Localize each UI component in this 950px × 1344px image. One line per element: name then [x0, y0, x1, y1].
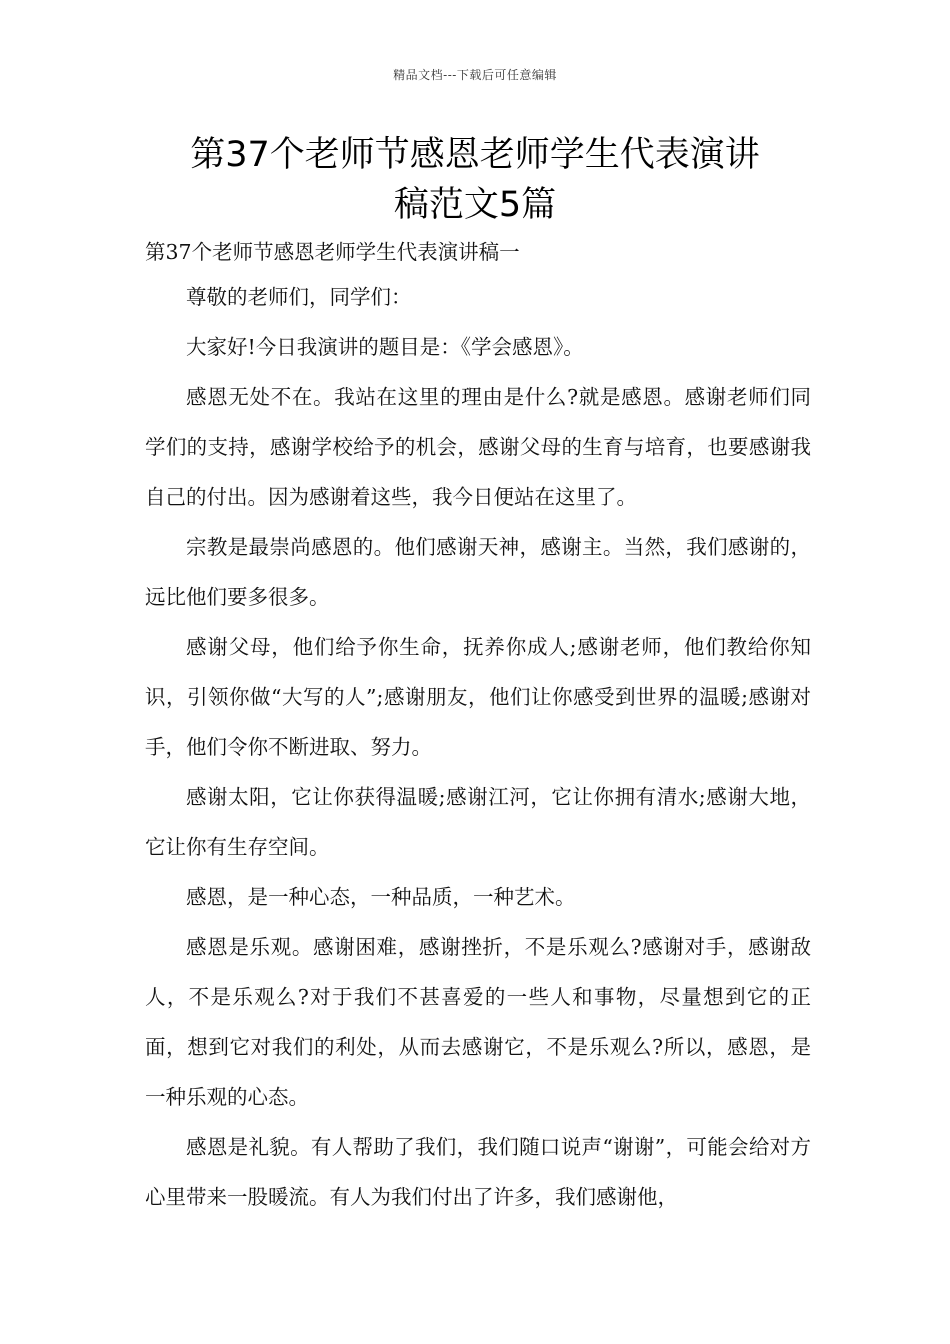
title-line-2: 稿范文5篇 — [393, 185, 557, 225]
paragraph: 感恩是礼貌。有人帮助了我们，我们随口说声“谢谢”，可能会给对方心里带来一股暖流。有人为我们付出了许多，我们感谢他， — [145, 1135, 811, 1209]
page-header: 精品文档---下载后可任意编辑 — [393, 68, 557, 82]
paragraph: 感恩是乐观。感谢困难，感谢挫折，不是乐观么?感谢对手，感谢敌人，不是乐观么?对于我们不甚喜爱的一些人和事物，尽量想到它的正面，想到它对我们的利处，从而去感谢它，不是乐观么?所以，感恩，是一种乐观的心态。 — [145, 935, 811, 1109]
document-body — [145, 232, 811, 1222]
paragraph-salutation: 尊敬的老师们，同学们： — [186, 285, 412, 309]
paragraph: 感恩无处不在。我站在这里的理由是什么?就是感恩。感谢老师们同学们的支持，感谢学校给予的机会，感谢父母的生育与培育，也要感谢我自己的付出。因为感谢着这些，我今日便站在这里了。 — [145, 385, 811, 509]
paragraph-greeting: 大家好!今日我演讲的题目是：《学会感恩》。 — [186, 335, 584, 359]
paragraph: 宗教是最崇尚感恩的。他们感谢天神，感谢主。当然，我们感谢的，远比他们要多很多。 — [145, 535, 811, 609]
paragraph: 感谢父母，他们给予你生命，抚养你成人;感谢老师，他们教给你知识，引领你做“大写的人”;感谢朋友，他们让你感受到世界的温暖;感谢对手，他们令你不断进取、努力。 — [145, 635, 811, 759]
title-line-1: 第37个老师节感恩老师学生代表演讲 — [190, 135, 760, 175]
paragraph: 感恩，是一种心态，一种品质，一种艺术。 — [186, 885, 576, 909]
document-title — [145, 130, 805, 230]
paragraph: 感谢太阳，它让你获得温暖;感谢江河，它让你拥有清水;感谢大地，它让你有生存空间。 — [145, 785, 811, 859]
section-heading: 第37个老师节感恩老师学生代表演讲稿一 — [145, 240, 520, 264]
